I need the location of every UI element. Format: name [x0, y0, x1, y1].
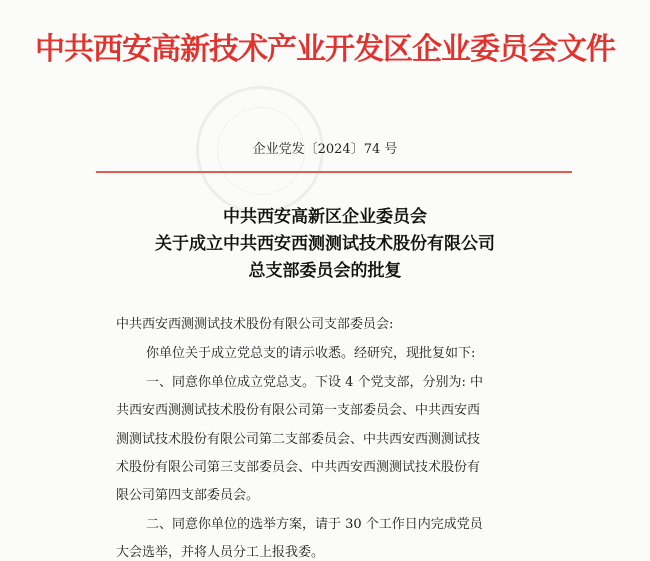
body-paragraph-line: 一、同意你单位成立党总支。下设 4 个党支部，分别为: 中	[146, 375, 484, 390]
body-paragraph-line: 测测试技术股份有限公司第二支部委员会、中共西安西测测试技	[116, 432, 481, 447]
title-line-1: 中共西安高新区企业委员会	[223, 207, 427, 227]
body-paragraph-line: 二、同意你单位的选举方案，请于 30 个工作日内完成党员	[146, 517, 483, 532]
addressee: 中共西安西测测试技术股份有限公司支部委员会:	[116, 317, 394, 332]
title-line-3: 总支部委员会的批复	[248, 261, 402, 281]
body-paragraph-line: 术股份有限公司第三支部委员会、中共西安西测测试技术股份有	[116, 460, 481, 475]
body-paragraph-line: 大会选举，并将人员分工上报我委。	[116, 545, 325, 560]
document-header-title: 中共西安高新技术产业开发区企业委员会文件	[35, 32, 615, 67]
body-paragraph-line: 限公司第四支部委员会。	[116, 488, 260, 503]
red-divider-line	[96, 171, 572, 173]
body-paragraph-line: 共西安西测测试技术股份有限公司第一支部委员会、中共西安西	[116, 403, 481, 418]
title-line-2: 关于成立中共西安西测测试技术股份有限公司	[155, 234, 495, 254]
document-number: 企业党发〔2024〕74 号	[252, 142, 398, 157]
body-paragraph-line: 你单位关于成立党总支的请示收悉。经研究，现批复如下:	[146, 346, 476, 361]
